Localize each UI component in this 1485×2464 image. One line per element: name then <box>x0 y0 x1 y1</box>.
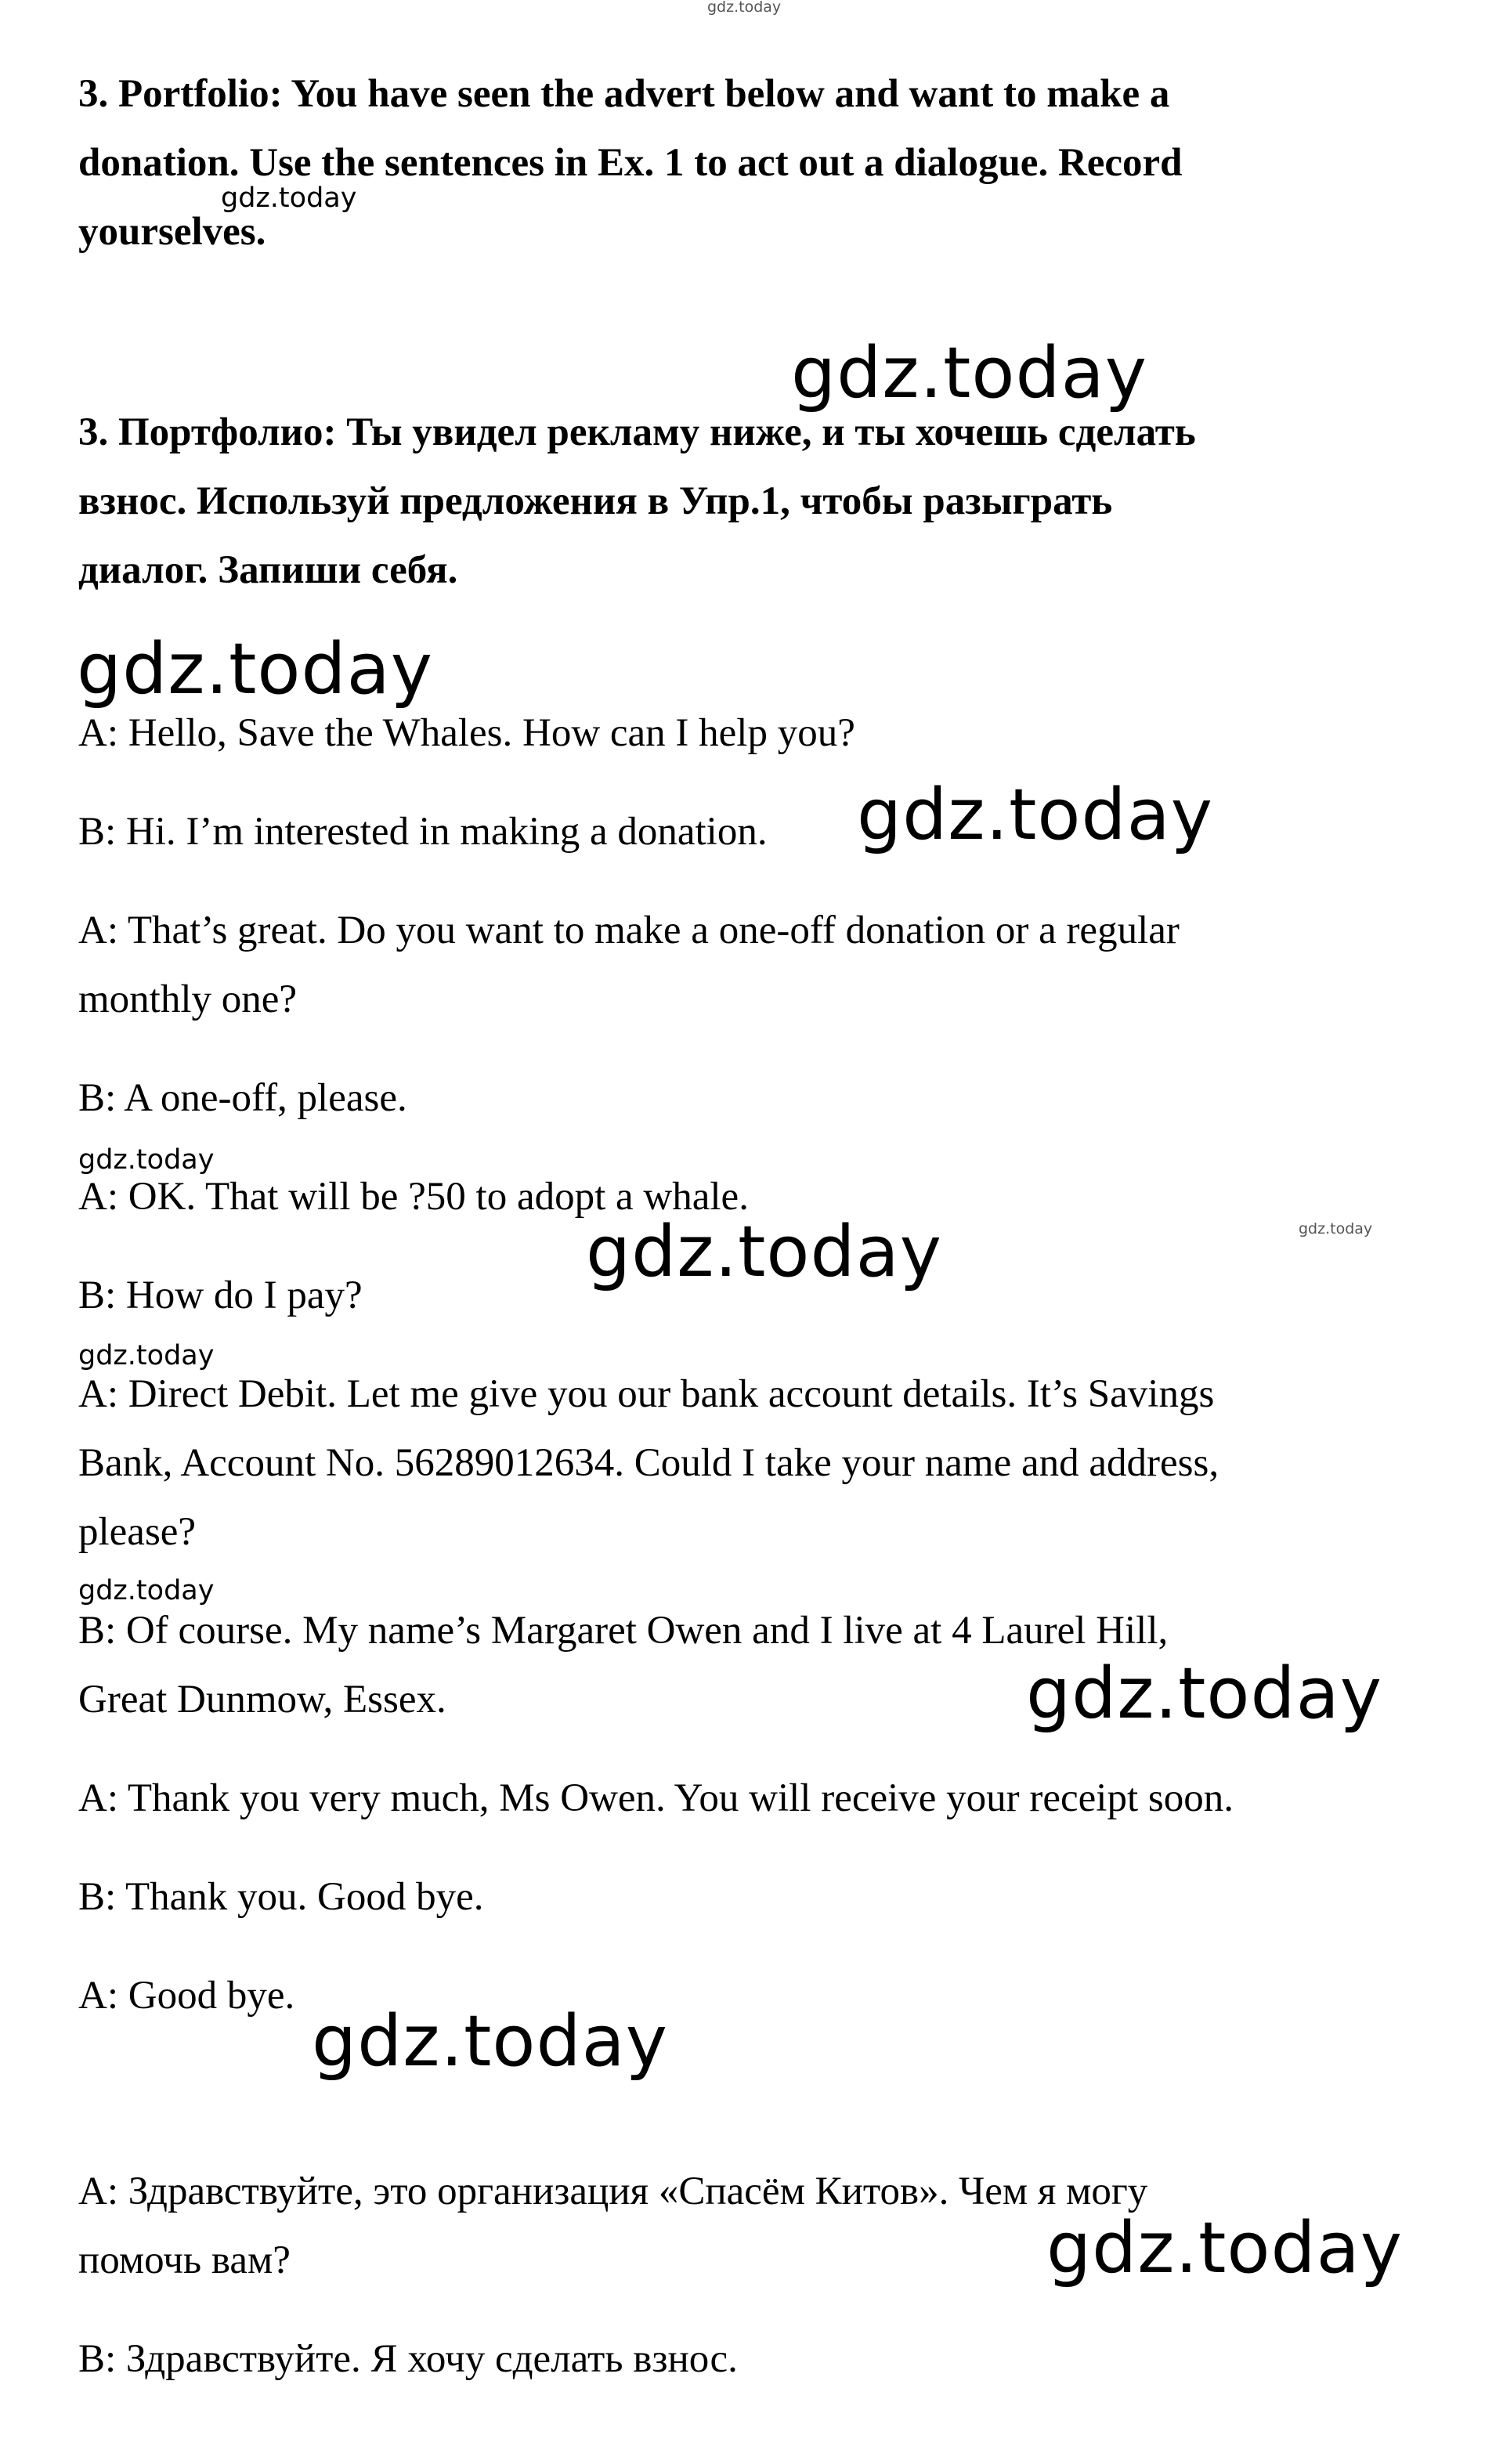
watermark: gdz.today <box>221 182 357 214</box>
dialogue-line: B: Hi. I’m interested in making a donation. <box>78 810 768 854</box>
task-en-line-3: yourselves. <box>78 210 266 254</box>
dialogue-line: A: Hello, Save the Whales. How can I help you? <box>78 711 855 755</box>
dialogue-ru-line: В: Здравствуйте. Я хочу сделать взнос. <box>78 2337 738 2381</box>
dialogue-line: A: Good bye. <box>78 1974 295 2018</box>
dialogue-line: please? <box>78 1510 197 1554</box>
watermark-small: gdz.today <box>1299 1220 1373 1237</box>
watermark: gdz.today <box>586 1211 943 1293</box>
dialogue-line: B: Of course. My name’s Margaret Owen and I live at 4 Laurel Hill, <box>78 1609 1169 1653</box>
watermark: gdz.today <box>78 1575 215 1606</box>
watermark-top: gdz.today <box>707 0 782 16</box>
dialogue-line: monthly one? <box>78 977 298 1021</box>
watermark: gdz.today <box>78 1144 215 1176</box>
dialogue-ru-line: А: Здравствуйте, это организация «Спасём Китов». Чем я могу <box>78 2170 1148 2213</box>
dialogue-line: B: Thank you. Good bye. <box>78 1875 484 1919</box>
dialogue-line: A: Thank you very much, Ms Owen. You will receive your receipt soon. <box>78 1776 1234 1820</box>
dialogue-line: B: A one-off, please. <box>78 1076 407 1120</box>
dialogue-line: B: How do I pay? <box>78 1274 363 1317</box>
watermark: gdz.today <box>857 774 1214 856</box>
dialogue-line: Great Dunmow, Essex. <box>78 1678 446 1722</box>
task-ru-line-1: 3. Портфолио: Ты увидел рекламу ниже, и ты хочешь сделать <box>78 410 1196 454</box>
dialogue-ru-line: помочь вам? <box>78 2238 291 2282</box>
watermark: gdz.today <box>77 628 434 710</box>
task-en-line-1: 3. Portfolio: You have seen the advert below and want to make a <box>78 72 1170 116</box>
watermark: gdz.today <box>312 2000 669 2083</box>
watermark: gdz.today <box>1046 2207 1404 2289</box>
dialogue-line: Bank, Account No. 56289012634. Could I take your name and address, <box>78 1441 1219 1485</box>
dialogue-line: A: That’s great. Do you want to make a one-off donation or a regular <box>78 909 1180 952</box>
watermark: gdz.today <box>791 332 1148 414</box>
task-en-line-2: donation. Use the sentences in Ex. 1 to act out a dialogue. Record <box>78 141 1183 185</box>
task-ru-line-3: диалог. Запиши себя. <box>78 548 458 592</box>
watermark: gdz.today <box>78 1340 215 1371</box>
task-ru-line-2: взнос. Используй предложения в Упр.1, чтобы разыграть <box>78 479 1113 523</box>
dialogue-line: A: Direct Debit. Let me give you our bank account details. It’s Savings <box>78 1372 1215 1416</box>
dialogue-line: A: OK. That will be ?50 to adopt a whale. <box>78 1175 749 1219</box>
watermark: gdz.today <box>1026 1653 1383 1735</box>
